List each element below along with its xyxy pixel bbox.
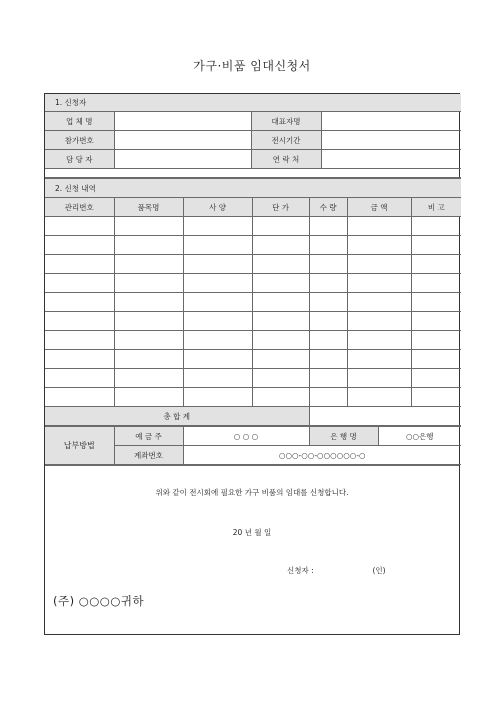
amount-cell[interactable] bbox=[347, 217, 411, 236]
unit-price-cell[interactable] bbox=[252, 331, 309, 350]
addressee: (주) ○○○○귀하 bbox=[53, 594, 145, 608]
item-name-cell[interactable] bbox=[114, 312, 183, 331]
quantity-cell[interactable] bbox=[309, 217, 347, 236]
item-rows bbox=[45, 217, 461, 407]
item-code-cell[interactable] bbox=[45, 388, 114, 407]
note-cell[interactable] bbox=[411, 388, 461, 407]
item-name-cell[interactable] bbox=[114, 350, 183, 369]
applicant-table bbox=[45, 94, 461, 178]
unit-price-cell[interactable] bbox=[252, 274, 309, 293]
quantity-cell[interactable] bbox=[309, 274, 347, 293]
section-applicant-title: 1. 신청자 bbox=[45, 94, 461, 112]
item-name-cell[interactable] bbox=[114, 236, 183, 255]
representative-field[interactable] bbox=[321, 112, 461, 131]
item-name-cell[interactable] bbox=[114, 331, 183, 350]
note-cell[interactable] bbox=[411, 255, 461, 274]
bank-name-label: 은 행 명 bbox=[309, 427, 378, 446]
phone-label: 연 락 처 bbox=[251, 150, 321, 169]
spec-cell[interactable] bbox=[183, 312, 252, 331]
spec-cell[interactable] bbox=[183, 331, 252, 350]
quantity-cell[interactable] bbox=[309, 255, 347, 274]
amount-cell[interactable] bbox=[347, 274, 411, 293]
account-number-value: ○○○-○○-○○○○○○-○ bbox=[183, 446, 461, 465]
header-amount: 금 액 bbox=[347, 198, 411, 217]
applicant-row bbox=[45, 131, 461, 150]
seal-mark: (인) bbox=[372, 566, 386, 575]
unit-price-cell[interactable] bbox=[252, 312, 309, 331]
header-item-code: 관리번호 bbox=[45, 198, 114, 217]
item-name-cell[interactable] bbox=[114, 274, 183, 293]
unit-price-cell[interactable] bbox=[252, 369, 309, 388]
note-cell[interactable] bbox=[411, 369, 461, 388]
quantity-cell[interactable] bbox=[309, 293, 347, 312]
unit-price-cell[interactable] bbox=[252, 293, 309, 312]
unit-price-cell[interactable] bbox=[252, 388, 309, 407]
note-cell[interactable] bbox=[411, 350, 461, 369]
company-name-label: 업 체 명 bbox=[45, 112, 114, 131]
header-quantity: 수 량 bbox=[309, 198, 347, 217]
account-number-label: 계좌번호 bbox=[114, 446, 183, 465]
applicant-row bbox=[45, 150, 461, 169]
item-name-cell[interactable] bbox=[114, 255, 183, 274]
amount-cell[interactable] bbox=[347, 369, 411, 388]
unit-price-cell[interactable] bbox=[252, 236, 309, 255]
payment-method-label: 납부방법 bbox=[45, 427, 114, 465]
amount-cell[interactable] bbox=[347, 350, 411, 369]
header-unit-price: 단 가 bbox=[252, 198, 309, 217]
item-name-cell[interactable] bbox=[114, 369, 183, 388]
amount-cell[interactable] bbox=[347, 255, 411, 274]
bank-name-value: ○○은행 bbox=[378, 427, 461, 446]
item-code-cell[interactable] bbox=[45, 217, 114, 236]
contact-person-field[interactable] bbox=[114, 150, 251, 169]
note-cell[interactable] bbox=[411, 293, 461, 312]
total-label: 총 합 계 bbox=[45, 407, 309, 426]
declaration-area bbox=[45, 465, 459, 630]
participant-number-field[interactable] bbox=[114, 131, 251, 150]
spec-cell[interactable] bbox=[183, 293, 252, 312]
phone-field[interactable] bbox=[321, 150, 461, 169]
section-items-title: 2. 신청 내역 bbox=[45, 179, 461, 198]
participant-number-label: 참가번호 bbox=[45, 131, 114, 150]
amount-cell[interactable] bbox=[347, 312, 411, 331]
total-row bbox=[45, 407, 461, 426]
amount-cell[interactable] bbox=[347, 293, 411, 312]
amount-cell[interactable] bbox=[347, 236, 411, 255]
item-code-cell[interactable] bbox=[45, 274, 114, 293]
items-header-row bbox=[45, 198, 461, 217]
item-code-cell[interactable] bbox=[45, 369, 114, 388]
date-line: 20 년 월 일 bbox=[232, 528, 272, 537]
item-name-cell[interactable] bbox=[114, 388, 183, 407]
unit-price-cell[interactable] bbox=[252, 350, 309, 369]
items-table bbox=[45, 178, 461, 426]
spec-cell[interactable] bbox=[183, 350, 252, 369]
page-title: 가구·비품 임대신청서 bbox=[193, 59, 311, 73]
quantity-cell[interactable] bbox=[309, 369, 347, 388]
exhibition-period-label: 전시기간 bbox=[251, 131, 321, 150]
note-cell[interactable] bbox=[411, 331, 461, 350]
payment-row bbox=[45, 427, 461, 446]
exhibition-period-field[interactable] bbox=[321, 131, 461, 150]
item-code-cell[interactable] bbox=[45, 331, 114, 350]
spec-cell[interactable] bbox=[183, 236, 252, 255]
unit-price-cell[interactable] bbox=[252, 255, 309, 274]
item-code-cell[interactable] bbox=[45, 350, 114, 369]
depositor-label: 예 금 주 bbox=[114, 427, 183, 446]
depositor-value: ○ ○ ○ bbox=[183, 427, 309, 446]
payment-table bbox=[45, 426, 461, 465]
representative-label: 대표자명 bbox=[251, 112, 321, 131]
note-cell[interactable] bbox=[411, 217, 461, 236]
item-row bbox=[45, 293, 461, 312]
contact-person-label: 담 당 자 bbox=[45, 150, 114, 169]
item-row bbox=[45, 369, 461, 388]
item-row bbox=[45, 388, 461, 407]
item-code-cell[interactable] bbox=[45, 236, 114, 255]
item-code-cell[interactable] bbox=[45, 255, 114, 274]
header-spec: 사 양 bbox=[183, 198, 252, 217]
item-row bbox=[45, 236, 461, 255]
item-name-cell[interactable] bbox=[114, 293, 183, 312]
spec-cell[interactable] bbox=[183, 369, 252, 388]
applicant-signature-label: 신청자 : bbox=[287, 566, 314, 575]
quantity-cell[interactable] bbox=[309, 236, 347, 255]
applicant-row bbox=[45, 112, 461, 131]
item-row bbox=[45, 217, 461, 236]
spec-cell[interactable] bbox=[183, 274, 252, 293]
quantity-cell[interactable] bbox=[309, 331, 347, 350]
item-row bbox=[45, 255, 461, 274]
application-form bbox=[44, 93, 460, 635]
item-row bbox=[45, 331, 461, 350]
quantity-cell[interactable] bbox=[309, 312, 347, 331]
spec-cell[interactable] bbox=[183, 217, 252, 236]
section-divider bbox=[45, 169, 461, 178]
item-row bbox=[45, 274, 461, 293]
note-cell[interactable] bbox=[411, 274, 461, 293]
amount-cell[interactable] bbox=[347, 331, 411, 350]
total-value-field[interactable] bbox=[309, 407, 461, 426]
amount-cell[interactable] bbox=[347, 388, 411, 407]
unit-price-cell[interactable] bbox=[252, 217, 309, 236]
item-row bbox=[45, 312, 461, 331]
quantity-cell[interactable] bbox=[309, 388, 347, 407]
item-row bbox=[45, 350, 461, 369]
quantity-cell[interactable] bbox=[309, 350, 347, 369]
item-code-cell[interactable] bbox=[45, 293, 114, 312]
note-cell[interactable] bbox=[411, 312, 461, 331]
header-item-name: 품목명 bbox=[114, 198, 183, 217]
item-name-cell[interactable] bbox=[114, 217, 183, 236]
company-name-field[interactable] bbox=[114, 112, 251, 131]
header-note: 비 고 bbox=[411, 198, 461, 217]
spec-cell[interactable] bbox=[183, 255, 252, 274]
note-cell[interactable] bbox=[411, 236, 461, 255]
spec-cell[interactable] bbox=[183, 388, 252, 407]
item-code-cell[interactable] bbox=[45, 312, 114, 331]
declaration-statement: 위와 같이 전시회에 필요한 가구 비품의 임대를 신청합니다. bbox=[155, 488, 349, 497]
